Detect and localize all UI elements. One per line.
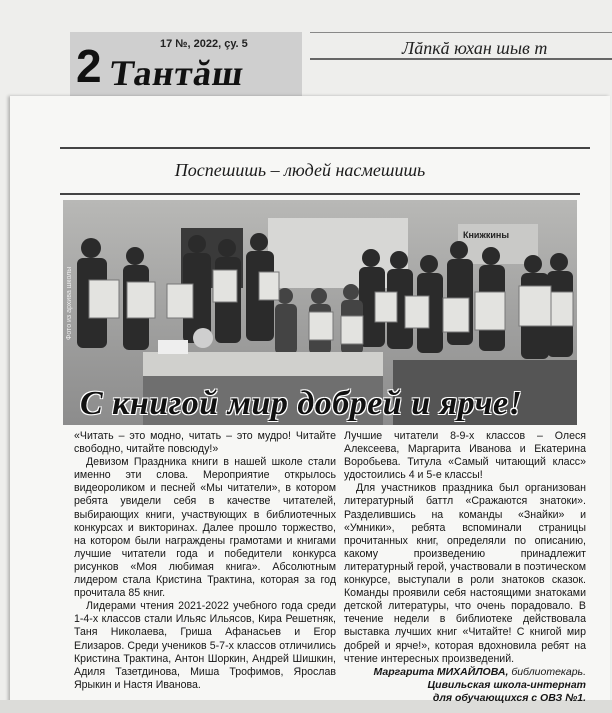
subtitle-rule-top <box>60 147 590 149</box>
top-rule <box>310 32 612 33</box>
author-role: библиотекарь. <box>511 665 586 678</box>
photo-sign-text: Книжкины <box>463 230 510 240</box>
table-box <box>158 340 188 354</box>
paragraph: «Читать – это модно, читать – это мудро! Читайте свободно, читайте повсюду!» <box>74 430 336 456</box>
newspaper-title: Тантăш <box>107 53 247 93</box>
article-left-column <box>74 430 336 692</box>
issue-number: 17 №, 2022, çу. 5 <box>160 38 248 50</box>
subtitle-rule-bottom <box>60 193 580 195</box>
school-line-1: Цивильская школа-интернат <box>427 678 586 691</box>
flowers <box>193 328 213 348</box>
article-right-column <box>344 430 586 705</box>
author-name: Маргарита МИХАЙЛОВА, <box>373 665 509 678</box>
page-number: 2 <box>76 40 102 92</box>
author-signature <box>344 666 586 705</box>
paragraph: Лидерами чтения 2021-2022 учебного года среди 1-4-х классов стали Ильяс Ильясов, Кира Решетняк, Таня Николаева, Гриша Афанасьев и Егор Елизаров. Среди учеников 5-7-х классов отличились Кристина Трактина, Антон Шоркин, Андрей Шишкин, Адиля Тазетдинова, Миша Трофимов, Ярослав Ярыкин и Настя Иванова. <box>74 600 336 691</box>
paragraph: Девизом Праздника книги в нашей школе стали именно эти слова. Мероприятие открылось видеороликом и песней «Мы читатели», в котором ребята увидели себя в качестве читателей, выбирающих книги, участвующих в библиотечных конкурсах и викторинах. Далее прошло торжество, на котором были награждены грамотами и книгами лучшие читатели года и победители конкурса рисунков «Моя любимая книга». Абсолютным лидером стала Кристина Трактина, которая за год прочитала 85 книг. <box>74 456 336 600</box>
paragraph: Лучшие читатели 8-9-х классов – Олеся Алексеева, Маргарита Иванова и Екатерина Воробьева. Титула «Самый читающий класс» удостоились 4 и 5-е классы! <box>344 430 586 482</box>
article-subtitle: Поспешишь – людей насмешишь <box>174 160 426 180</box>
article-headline: С книгой мир добрей и ярче! <box>80 385 523 422</box>
section-header: Лăпкă юхан шыв т <box>402 38 548 58</box>
school-line-2: для обучающихся с ОВЗ №1. <box>432 691 586 704</box>
table <box>143 352 383 376</box>
paragraph: Для участников праздника был организован литературный баттл «Сражаются знатоки». Разделившись на команды «Знайки» и «Умники», ребята вспоминали страницы прочитанных книг, определяли по описанию, какому произведению принадлежит литературный герой, участвовали в поэтическом конкурсе, выступали в роли знатоков сказок. Команды проявили себя настоящими знатоками детской литературы, что очень порадовало. В течение недели в библиотеке действовала выставка лучших книг «Читайте! С книгой мир добрей и ярче!», которая вдохновила ребят на чтение интересных произведений. <box>344 482 586 665</box>
photo-credit: Фото из архива школы <box>66 266 73 340</box>
